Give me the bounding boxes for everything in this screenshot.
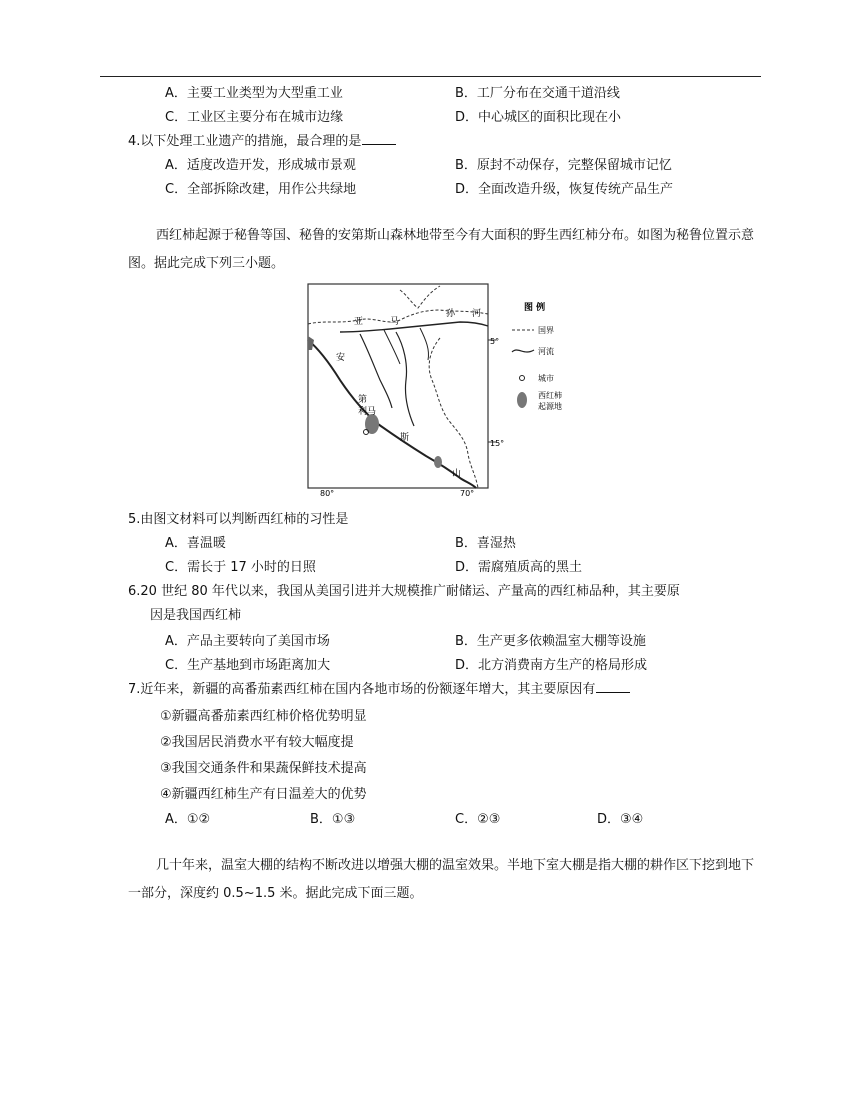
- label-si: 斯: [400, 433, 410, 443]
- legend-river-symbol: [512, 350, 534, 352]
- q7-option-c[interactable]: C．②③: [455, 812, 501, 827]
- q6-stem-line1: 6.20 世纪 80 年代以来，我国从美国引进并大规模推广耐储运、产量高的西红柿品种，其主要原: [128, 584, 680, 599]
- peru-location-map: [300, 280, 568, 498]
- q5-option-c[interactable]: C．需长于 17 小时的日照: [165, 560, 316, 575]
- legend-origin-symbol: [517, 392, 527, 408]
- q5-stem: 5.由图文材料可以判断西红柿的习性是: [128, 512, 349, 527]
- coastline: [308, 340, 476, 488]
- map-frame: [308, 284, 488, 488]
- passage-tomato: 西红柿起源于秘鲁等国、秘鲁的安第斯山森林地带至今有大面积的野生西红柿分布。如图为秘鲁位置示意图。据此完成下列三小题。: [128, 228, 755, 271]
- legend-river-label: 河流: [538, 347, 554, 356]
- q7-option-a[interactable]: A．①②: [165, 812, 211, 827]
- label-lat-15: 15°: [490, 439, 505, 448]
- q6-option-b[interactable]: B．生产更多依赖温室大棚等设施: [455, 634, 646, 649]
- border-ne: [400, 286, 440, 308]
- label-he: 河: [472, 309, 482, 319]
- answer-blank: [362, 132, 396, 145]
- q5-option-b[interactable]: B．喜湿热: [455, 536, 516, 551]
- tomato-origin-area-2: [434, 456, 442, 468]
- coast-shade: [308, 336, 314, 350]
- q7-item-4: ④新疆西红柿生产有日温差大的优势: [160, 787, 367, 802]
- q7-item-2: ②我国居民消费水平有较大幅度提: [160, 735, 354, 750]
- label-di: 第: [358, 395, 368, 405]
- q4-option-b[interactable]: B．原封不动保存，完整保留城市记忆: [455, 158, 672, 173]
- label-an: 安: [336, 353, 346, 363]
- label-lima: 利马: [358, 407, 377, 417]
- q4-option-c[interactable]: C．全部拆除改建，用作公共绿地: [165, 182, 357, 197]
- q6-option-a[interactable]: A．产品主要转向了美国市场: [165, 634, 330, 649]
- legend-title: 图 例: [524, 303, 546, 313]
- q6-stem-line2: 因是我国西红柿: [150, 608, 242, 623]
- q7-stem: 7.近年来，新疆的高番茄素西红柿在国内各地市场的份额逐年增大，其主要原因有: [128, 678, 630, 697]
- legend-origin-label-1: 西红柿: [538, 391, 562, 400]
- label-sun: 孙: [446, 309, 456, 319]
- label-lon-70: 70°: [460, 489, 475, 498]
- peru-map-svg: [300, 280, 568, 498]
- q3-option-d[interactable]: D．中心城区的面积比现在小: [455, 110, 622, 125]
- q6-option-d[interactable]: D．北方消费南方生产的格局形成: [455, 658, 648, 673]
- q4-stem: 4.以下处理工业遗产的措施，最合理的是: [128, 130, 396, 149]
- answer-blank: [596, 680, 630, 693]
- lima-city-marker: [364, 430, 369, 435]
- label-shan: 山: [452, 469, 462, 479]
- q7-item-1: ①新疆高番茄素西红柿价格优势明显: [160, 709, 367, 724]
- header-rule: [100, 76, 761, 77]
- label-lat-5: 5°: [490, 337, 500, 346]
- river-4: [420, 328, 429, 360]
- q3-option-b[interactable]: B．工厂分布在交通干道沿线: [455, 86, 620, 101]
- legend-city-symbol: [520, 376, 525, 381]
- legend-border-label: 国界: [538, 326, 554, 335]
- label-ma: 马: [390, 317, 400, 327]
- q3-option-c[interactable]: C．工业区主要分布在城市边缘: [165, 110, 344, 125]
- label-ya: 亚: [354, 317, 364, 327]
- q6-option-c[interactable]: C．生产基地到市场距离加大: [165, 658, 331, 673]
- q5-option-a[interactable]: A．喜温暖: [165, 536, 226, 551]
- legend-origin-label-2: 起源地: [538, 402, 562, 411]
- q4-option-d[interactable]: D．全面改造升级，恢复传统产品生产: [455, 182, 674, 197]
- q3-option-a[interactable]: A．主要工业类型为大型重工业: [165, 86, 343, 101]
- q7-option-d[interactable]: D．③④: [597, 812, 644, 827]
- legend-city-label: 城市: [538, 374, 554, 383]
- q5-option-d[interactable]: D．需腐殖质高的黑土: [455, 560, 583, 575]
- passage-greenhouse: 几十年来，温室大棚的结构不断改进以增强大棚的温室效果。半地下室大棚是指大棚的耕作区下挖到地下一部分，深度约 0.5~1.5 米。据此完成下面三题。: [128, 858, 755, 901]
- river-2: [396, 332, 414, 426]
- label-lon-80: 80°: [320, 489, 335, 498]
- q7-option-b[interactable]: B．①③: [310, 812, 356, 827]
- tomato-origin-area: [365, 414, 379, 434]
- q7-item-3: ③我国交通条件和果蔬保鲜技术提高: [160, 761, 367, 776]
- q4-option-a[interactable]: A．适度改造开发，形成城市景观: [165, 158, 356, 173]
